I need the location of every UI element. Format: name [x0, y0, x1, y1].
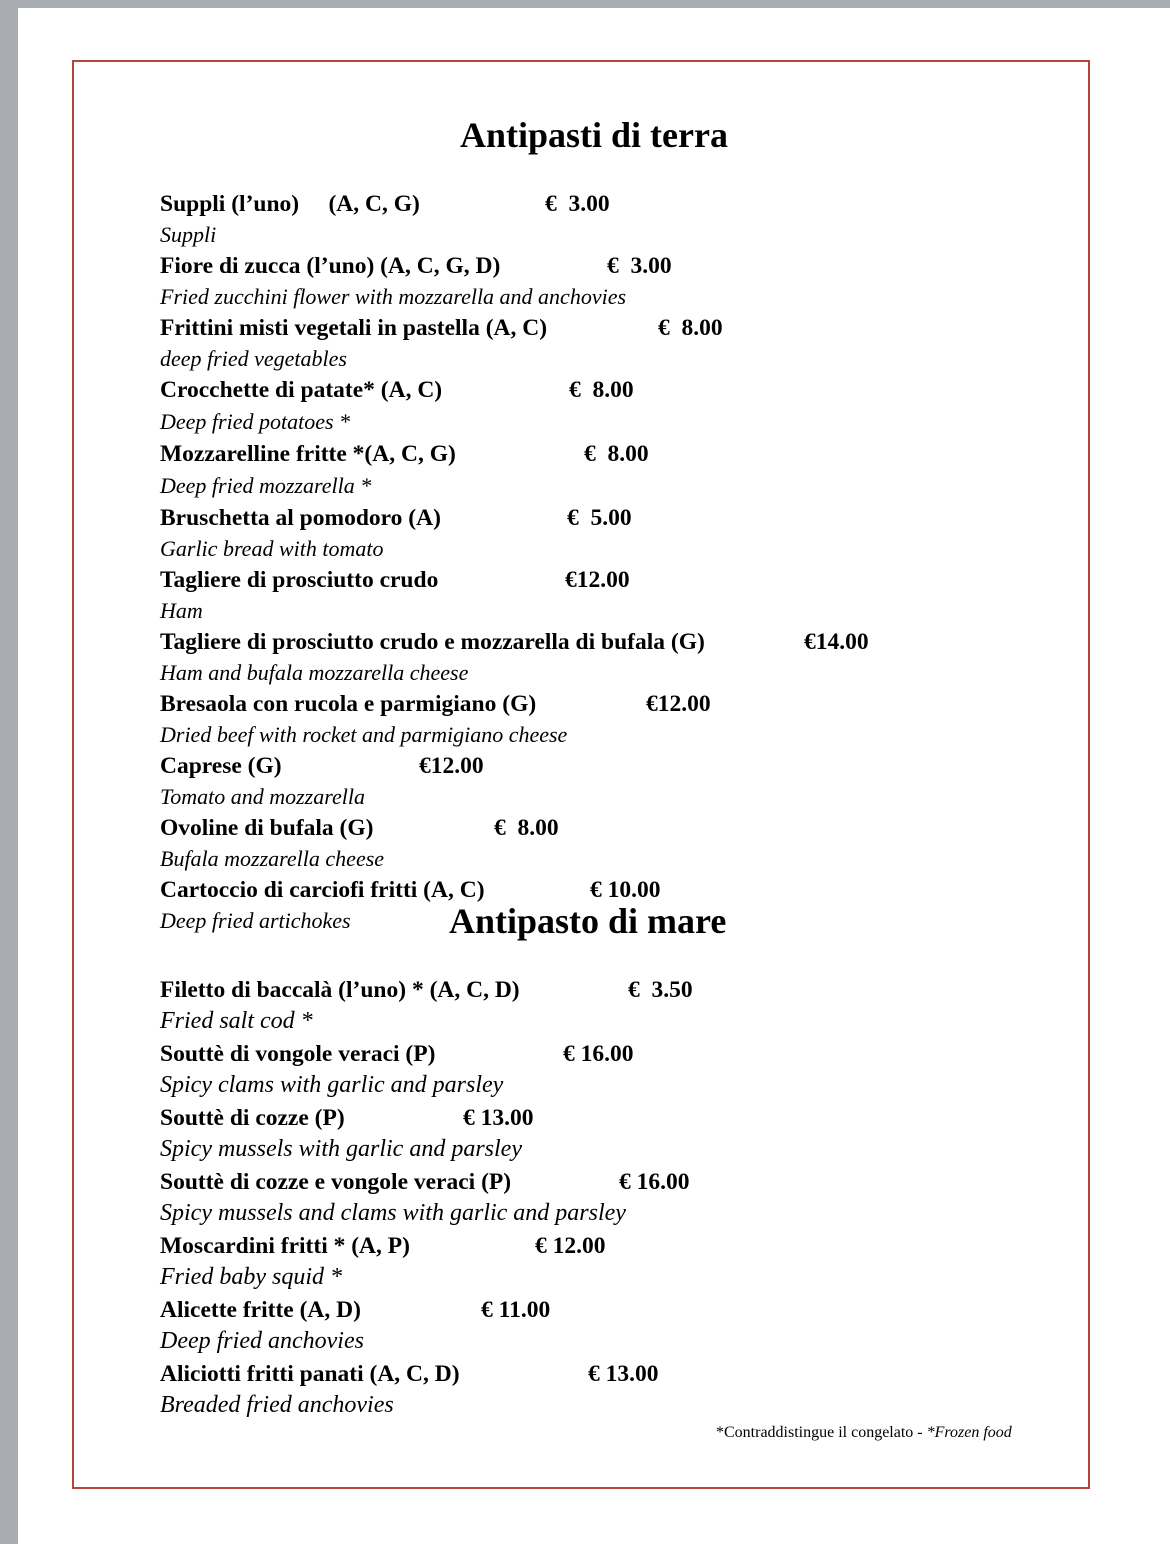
item-description: Suppli — [160, 222, 217, 247]
item-name: Ovoline di bufala (G) — [160, 815, 374, 841]
section-title-terra: Antipasti di terra — [460, 115, 728, 155]
item-description: Fried salt cod * — [160, 1008, 313, 1034]
item-name: Mozzarelline fritte *(A, C, G) — [160, 441, 456, 467]
menu-item — [160, 440, 649, 468]
item-price: €14.00 — [804, 629, 869, 655]
section-title-mare: Antipasto di mare — [449, 901, 727, 941]
item-name: Tagliere di prosciutto crudo e mozzarella di bufala (G) — [160, 629, 705, 655]
frozen-food-footnote — [716, 1423, 1012, 1443]
item-description: Garlic bread with tomato — [160, 536, 384, 561]
item-name: Souttè di cozze e vongole veraci (P) — [160, 1169, 512, 1195]
menu-item — [160, 566, 630, 594]
menu-item — [160, 1296, 551, 1324]
item-price: € 3.00 — [607, 253, 672, 279]
item-price: € 16.00 — [619, 1169, 690, 1195]
item-price: € 3.50 — [628, 977, 693, 1003]
item-description: Spicy mussels and clams with garlic and parsley — [160, 1200, 626, 1226]
item-name: Bresaola con rucola e parmigiano (G) — [160, 691, 537, 717]
item-price: €12.00 — [646, 691, 711, 717]
item-description: Spicy clams with garlic and parsley — [160, 1072, 504, 1098]
item-description: Tomato and mozzarella — [160, 784, 365, 809]
item-description: Fried baby squid * — [160, 1264, 342, 1290]
item-price: € 13.00 — [463, 1105, 534, 1131]
item-description: deep fried vegetables — [160, 346, 347, 371]
item-description: Bufala mozzarella cheese — [160, 846, 385, 871]
item-description: Deep fried anchovies — [160, 1328, 364, 1354]
item-price: € 11.00 — [481, 1297, 551, 1323]
menu-item — [160, 1232, 606, 1260]
item-name: Souttè di vongole veraci (P) — [160, 1041, 436, 1067]
item-name: Caprese (G) — [160, 753, 282, 779]
item-description: Breaded fried anchovies — [160, 1392, 394, 1418]
item-price: € 13.00 — [588, 1361, 659, 1387]
menu-item — [160, 190, 610, 218]
item-name: Souttè di cozze (P) — [160, 1105, 345, 1131]
item-name: Suppli (l’uno) (A, C, G) — [160, 191, 420, 217]
item-price: € 5.00 — [567, 505, 632, 531]
item-price: € 8.00 — [584, 441, 649, 467]
item-name: Alicette fritte (A, D) — [160, 1297, 361, 1323]
item-price: €12.00 — [565, 567, 630, 593]
item-price: € 3.00 — [545, 191, 610, 217]
menu-item — [160, 1104, 534, 1132]
menu-item — [160, 814, 559, 842]
item-price: € 8.00 — [494, 815, 559, 841]
menu-item — [160, 504, 632, 532]
item-name: Crocchette di patate* (A, C) — [160, 377, 443, 403]
item-name: Frittini misti vegetali in pastella (A, C) — [160, 315, 548, 341]
footnote-italic: *Frozen food — [926, 1424, 1012, 1441]
item-price: € 12.00 — [535, 1233, 606, 1259]
menu-item — [160, 314, 723, 342]
menu-item — [160, 1040, 634, 1068]
item-description: Deep fried artichokes — [160, 908, 351, 933]
item-description: Spicy mussels with garlic and parsley — [160, 1136, 522, 1162]
menu-item — [160, 1168, 690, 1196]
item-price: € 10.00 — [590, 877, 661, 903]
item-description: Ham — [160, 598, 203, 623]
item-name: Cartoccio di carciofi fritti (A, C) — [160, 877, 485, 903]
item-description: Dried beef with rocket and parmigiano cheese — [160, 722, 568, 747]
menu-item — [160, 1360, 659, 1388]
menu-item — [160, 252, 672, 280]
item-price: € 16.00 — [563, 1041, 634, 1067]
menu-item — [160, 752, 484, 780]
item-name: Filetto di baccalà (l’uno) * (A, C, D) — [160, 977, 520, 1003]
item-name: Tagliere di prosciutto crudo — [160, 567, 439, 593]
menu-item — [160, 976, 693, 1004]
menu-item — [160, 376, 634, 404]
menu-item — [160, 628, 869, 656]
item-description: Deep fried mozzarella * — [160, 473, 372, 498]
item-description: Ham and bufala mozzarella cheese — [160, 660, 469, 685]
item-name: Bruschetta al pomodoro (A) — [160, 505, 441, 531]
item-description: Fried zucchini flower with mozzarella and anchovies — [160, 284, 627, 309]
menu-item — [160, 876, 661, 904]
menu-item — [160, 690, 711, 718]
item-description: Deep fried potatoes * — [160, 409, 351, 434]
item-price: € 8.00 — [658, 315, 723, 341]
item-name: Aliciotti fritti panati (A, C, D) — [160, 1361, 460, 1387]
footnote-text: *Contraddistingue il congelato - — [716, 1424, 927, 1441]
item-name: Moscardini fritti * (A, P) — [160, 1233, 410, 1259]
item-price: € 8.00 — [569, 377, 634, 403]
item-price: €12.00 — [419, 753, 484, 779]
item-name: Fiore di zucca (l’uno) (A, C, G, D) — [160, 253, 501, 279]
